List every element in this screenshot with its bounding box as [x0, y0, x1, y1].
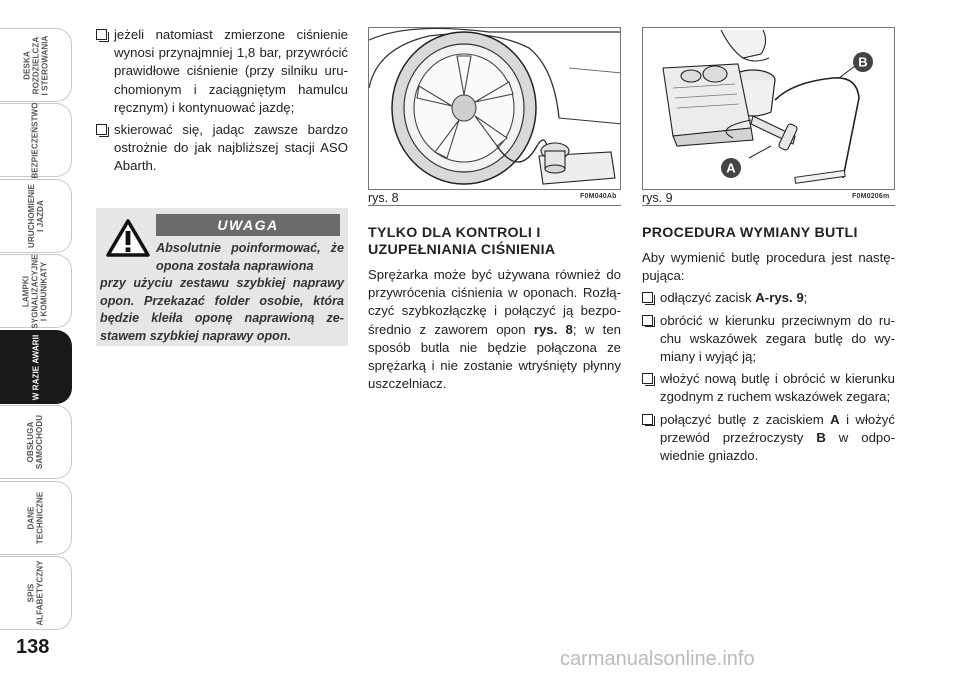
left-column	[96, 26, 348, 180]
list-item: połączyć butlę z zaciskiem A i włożyć przewód przeźroczysty B w odpowiednie gniazdo.	[642, 411, 895, 466]
tab-bezpieczenstwo[interactable]	[0, 103, 72, 177]
tab-label: DESKA ROZDZIELCZA I STEROWANIA	[22, 35, 49, 95]
tab-lampki[interactable]	[0, 254, 72, 328]
section-heading-pressure: TYLKO DLA KONTROLI I UZUPEŁNIANIA CIŚNIENIA	[368, 225, 556, 258]
list-item: jeżeli natomiast zmierzone ciśnienie wynosi przynajmniej 1,8 bar, przywrócić prawidłowe ciśnienie (przy silniku uruchomionym i zaciągniętym hamulcu ręcznym) i kontynuować jazdę;	[96, 26, 348, 117]
tab-label: URUCHOMIENIE I JAZDA	[26, 184, 45, 248]
list-item: skierować się, jadąc zawsze bardzo ostrożnie do jak najbliższej stacji ASO Abarth.	[96, 121, 348, 176]
figure-9-label-b: B	[858, 54, 868, 70]
checkbox-bullet-icon	[642, 315, 653, 326]
checkbox-bullet-icon	[96, 29, 107, 40]
bottle-replacement-illustration	[643, 28, 895, 190]
tab-spis-alfabetyczny[interactable]	[0, 556, 72, 630]
tab-deska-rozdzielcza[interactable]	[0, 28, 72, 102]
figure-divider	[642, 205, 895, 206]
watermark: carmanualsonline.info	[560, 648, 755, 670]
warning-title: UWAGA	[156, 214, 340, 236]
tab-label: BEZPIECZEŃSTWO	[31, 101, 41, 179]
figure-8-caption: rys. 8	[368, 191, 399, 205]
right-column	[642, 225, 895, 469]
tab-obsluga[interactable]	[0, 405, 72, 479]
section-heading-bottle: PROCEDURA WYMIANY BUTLI	[642, 225, 858, 241]
figure-9-caption: rys. 9	[642, 191, 673, 205]
paragraph: Aby wymienić butlę procedura jest następująca:	[642, 250, 895, 284]
warning-box	[96, 208, 348, 346]
tire-compressor-illustration	[369, 28, 621, 190]
figure-9-code: F0M0206m	[852, 193, 890, 200]
tab-uruchomienie[interactable]	[0, 179, 72, 253]
tab-w-razie-awarii[interactable]	[0, 330, 72, 404]
list-item: odłączyć zacisk A-rys. 9;	[642, 289, 895, 307]
warning-text: Absolutnie poinformować, że opona została naprawiona przy użyciu zestawu szybkiej naprawy opon. Przekazać folder osobie, która będzie kleiła oponę naprawioną zestawem szybkiej naprawy opon.	[100, 241, 344, 343]
middle-column	[368, 225, 621, 397]
checkbox-bullet-icon	[96, 124, 107, 135]
figure-8-code: F0M040Ab	[580, 193, 617, 200]
checkbox-bullet-icon	[642, 292, 653, 303]
figure-reference: rys. 8	[533, 321, 573, 337]
figure-9-label-a: A	[726, 160, 736, 176]
figure-divider	[368, 205, 621, 206]
tab-label: W RAZIE AWARII	[30, 334, 40, 400]
list-item: obrócić w kierunku przeciwnym do ruchu wskazówek zegara butlę do wymiany i wyjąć ją;	[642, 312, 895, 367]
list-item: włożyć nową butlę i obrócić w kierunku zgodnym z ruchem wskazówek zegara;	[642, 370, 895, 406]
paragraph: Sprężarka może być używana również do przywrócenia ciśnienia w oponach. Rozłączyć szybkozłączkę i połączyć ją bezpośrednio z zaworem opon rys. 8; w ten sposób butla nie będzie połączona ze sprężarką i nie zostanie wtryśnięty płynny uszczelniacz.	[368, 267, 621, 392]
figure-8-tire-compressor	[368, 27, 621, 190]
tab-label: LAMPKI SYGNALIZACYJNE I KOMUNIKATY	[22, 253, 49, 329]
page-number: 138	[16, 636, 50, 658]
figure-9-bottle-replacement	[642, 27, 895, 190]
tab-label: OBSŁUGA SAMOCHODU	[26, 414, 45, 470]
tab-label: DANE TECHNICZNE	[26, 491, 45, 545]
checkbox-bullet-icon	[642, 414, 653, 425]
tab-label: SPIS ALFABETYCZNY	[26, 560, 45, 626]
tab-dane-techniczne[interactable]	[0, 481, 72, 555]
checkbox-bullet-icon	[642, 373, 653, 384]
